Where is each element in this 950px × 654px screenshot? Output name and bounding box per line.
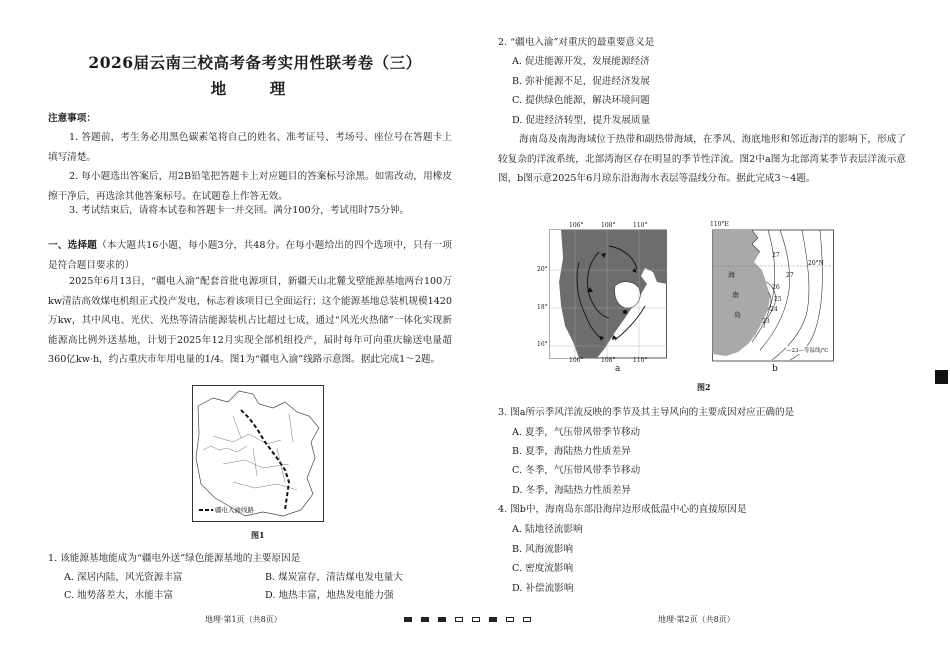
q2-option-d: D. 促进经济转型，提升发展质量 — [512, 115, 651, 126]
isotherm-label-24: 24 — [770, 306, 778, 313]
q4-option-d: D. 补偿流影响 — [512, 583, 574, 594]
isotherm-label-27a: 27 — [772, 252, 780, 259]
q1-option-d: D. 地热丰富，地热发电能力强 — [265, 590, 394, 601]
q1-stem: 1. 该能源基地能成为“疆电外送”绿色能源基地的主要原因是 — [48, 553, 301, 564]
mark-4 — [455, 617, 463, 622]
footer-right: 地理·第2页（共8页） — [658, 615, 735, 624]
q3-option-d: D. 冬季，海陆热力性质差异 — [512, 485, 631, 496]
isotherm-label-25: 25 — [774, 296, 782, 303]
mark-2 — [421, 617, 429, 622]
map-b-lon-label: 110°E — [710, 221, 729, 228]
q4-stem: 4. 图b中，海南岛东部沿海岸边形成低温中心的直接原因是 — [498, 504, 747, 515]
exam-title: 2026届云南三校高考备考实用性联考卷（三） — [88, 53, 422, 72]
map-a-lat-20: 20° — [537, 266, 548, 273]
map-a-lon-106-top: 106° — [569, 222, 584, 229]
island-char-1: 海 — [728, 271, 735, 279]
figure-2a-svg — [549, 222, 677, 359]
passage-2: 海南岛及南海海域位于热带和副热带海域，在季风、海底地形和邻近海洋的影响下，形成了较复杂的洋流系统，北部湾海区存在明显的季节性洋流。图2中a图为北部湾某季节表层洋流示意图，b图示意2025年6月琼东沿海海水表层等温线分布。据此完成3～4题。 — [498, 134, 906, 184]
map-a-lat-18: 18° — [537, 304, 548, 311]
figure-2b — [712, 222, 834, 362]
q2-option-b: B. 弥补能源不足，促进经济发展 — [512, 76, 650, 87]
map-a-lon-108-bottom: 108° — [601, 357, 616, 364]
isotherm-label-26: 26 — [772, 284, 780, 291]
q2-option-c: C. 提供绿色能源，解决环境问题 — [512, 95, 650, 106]
figure-2b-svg — [712, 222, 834, 362]
q4-option-b: B. 风海流影响 — [512, 544, 574, 555]
q2-option-a: A. 促进能源开发，发展能源经济 — [512, 56, 650, 67]
figure-2a — [537, 222, 677, 359]
isotherm-label-27b: 27 — [786, 272, 794, 279]
map-b-legend: —23—等温线/℃ — [786, 348, 829, 354]
island-char-3: 岛 — [734, 311, 741, 319]
q1-option-b: B. 煤炭富存，清洁煤电发电量大 — [265, 572, 403, 583]
map-a-lon-108-top: 108° — [601, 222, 616, 229]
map-a-lon-110-top: 110° — [633, 222, 648, 229]
notice-item-3: 3. 考试结束后，请将本试卷和答题卡一并交回。满分100分，考试用时75分钟。 — [69, 205, 410, 216]
figure-1-map — [192, 385, 324, 522]
q3-option-a: A. 夏季，气压带风带季节移动 — [512, 427, 641, 438]
section1-heading-rest: （本大题共16小题，每小题3分，共48分。在每小题给出的四个选项中，只有一项是符合题目要求的） — [48, 240, 452, 271]
map-b-lat-label: 20°N — [808, 260, 824, 267]
map-a-lon-106-bottom: 106° — [569, 357, 584, 364]
map-a-point — [623, 310, 627, 314]
figure-1-legend: 疆电入渝线路 — [215, 506, 254, 514]
china-outline — [196, 391, 319, 516]
figure-2-caption: 图2 — [697, 382, 711, 392]
q3-option-c: C. 冬季，气压带风带季节移动 — [512, 465, 641, 476]
mark-1 — [404, 617, 412, 622]
q4-option-c: C. 密度流影响 — [512, 563, 574, 574]
map-a-label: a — [615, 364, 621, 374]
section1-heading-bold: 一、选择题 — [48, 240, 98, 251]
island-char-2: 南 — [732, 291, 739, 299]
map-b-label: b — [772, 364, 778, 374]
q3-stem: 3. 图a所示季风洋流反映的季节及其主导风向的主要成因对应正确的是 — [498, 407, 795, 418]
q3-option-b: B. 夏季，海陆热力性质差异 — [512, 446, 631, 457]
q2-stem: 2. “疆电入渝”对重庆的最重要意义是 — [498, 37, 655, 48]
side-registration-mark — [935, 370, 948, 384]
exam-subject: 地 理 — [210, 79, 300, 98]
passage-1: 2025年6月13日，“疆电入渝”配套首批电源项目，新疆天山北麓戈壁能源基地两台100万kw清洁高效煤电机组正式投产发电，标志着该项目已全面运行；这个能源基地总装机规模1420万kw，其中风电、光伏、光热等清洁能源装机占比超过七成，通过“风光火热储”一体化实现新能源高比例外送基地，计划于2025年12月实现全部机组投产，届时每年可向重庆输送电量超360亿kw·h，约占重庆市年用电量的1/4。图1为“疆电入渝”线路示意图。据此完成1～2题。 — [48, 276, 452, 365]
power-line-route — [241, 410, 289, 510]
section1-heading — [48, 236, 452, 275]
q1-option-a: A. 深居内陆，风光资源丰富 — [64, 572, 183, 583]
map-a-lat-16: 16° — [537, 341, 548, 348]
notice-item-1: 1. 答题前，考生务必用黑色碳素笔将自己的姓名、准考证号、考场号、座位号在答题卡上填写清楚。 — [48, 132, 452, 163]
q1-option-c: C. 地势落差大，水能丰富 — [64, 590, 174, 601]
footer-left: 地理·第1页（共8页） — [205, 615, 282, 624]
mark-3 — [438, 617, 446, 622]
notice-heading: 注意事项： — [48, 113, 96, 124]
q4-option-a: A. 陆地径流影响 — [512, 524, 583, 535]
figure-1-map-svg — [193, 386, 323, 521]
isotherm-label-23: 23 — [762, 318, 770, 325]
page-2 — [475, 0, 950, 654]
figure-1-caption: 图1 — [251, 530, 265, 540]
notice-item-2: 2. 每小题选出答案后，用2B铅笔把答题卡上对应题目的答案标号涂黑。如需改动，用橡皮擦干净后，再选涂其他答案标号。在试题卷上作答无效。 — [48, 171, 452, 202]
border-west — [203, 446, 247, 452]
map-a-lon-110-bottom: 110° — [633, 357, 648, 364]
